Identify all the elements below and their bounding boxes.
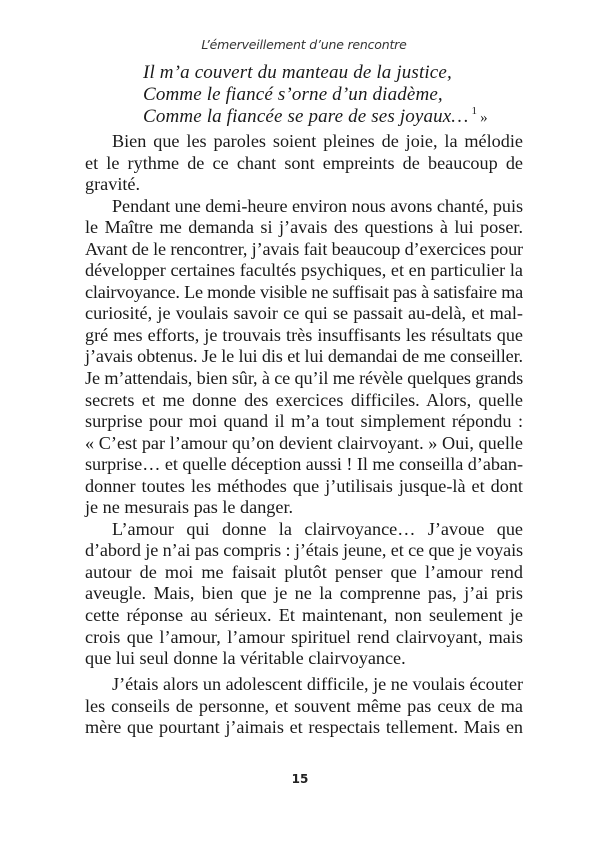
verse-line: Comme le fiancé s’orne d’un diadème, [143, 84, 443, 105]
text-line: « C’est par l’amour qu’on devient clairvoyant. » Oui, quelle [85, 432, 523, 453]
text-line: surprise… et quelle déception aussi ! Il me conseilla d’aban- [85, 454, 523, 475]
text-line: clairvoyance. Le monde visible ne suffisait pas à satisfaire ma [85, 281, 523, 302]
text-line: développer certaines facultés psychiques, et en particulier la [85, 260, 523, 281]
verse-line: Il m’a couvert du manteau de la justice, [143, 62, 452, 83]
text-line: J’étais alors un adolescent difficile, je ne voulais écouter [112, 674, 524, 694]
verse-quotation [143, 62, 488, 130]
text-line: le Maître me demanda si j’avais des questions à lui poser. [85, 217, 523, 238]
running-head: L’émerveillement d’une rencontre [201, 37, 407, 52]
verse-line-text: Comme la fiancée se pare de ses joyaux… [143, 106, 469, 127]
footnote-reference[interactable]: 1 [471, 105, 478, 117]
text-line: L’amour qui donne la clairvoyance… J’avoue que [112, 518, 523, 539]
text-line: les conseils de personne, et souvent même pas ceux de ma [85, 695, 523, 716]
text-line: gravité. [85, 174, 141, 195]
text-line: gré mes efforts, je trouvais très insuffisants les résultats que [85, 324, 523, 345]
closing-quote-mark: » [480, 110, 488, 126]
paragraph [85, 131, 523, 196]
text-line: donner toutes les méthodes que j’utilisais jusque-là et dont [85, 475, 523, 496]
text-line: mère que pourtant j’aimais et respectais tellement. Mais en [85, 717, 523, 738]
paragraph [85, 196, 523, 519]
page-number: 15 [291, 772, 309, 786]
text-line: que lui seul donne la véritable clairvoyance. [85, 648, 406, 669]
text-line: Bien que les paroles soient pleines de joie, la mélodie [112, 131, 523, 151]
verse-line-last [143, 106, 488, 130]
paragraph [85, 674, 523, 739]
text-line: crois que l’amour, l’amour spirituel rend clairvoyant, mais [85, 626, 523, 647]
text-line: et le rythme de ce chant sont empreints de beaucoup de [85, 152, 523, 173]
text-line: Avant de le rencontrer, j’avais fait beaucoup d’exercices pour [85, 238, 523, 259]
text-line: j’avais obtenus. Je le lui dis et lui demandai de me conseiller. [85, 346, 523, 367]
body-text-main [85, 131, 523, 670]
text-line: Je m’attendais, bien sûr, à ce qu’il me révèle quelques grands [85, 368, 524, 389]
paragraph [85, 519, 523, 670]
text-line: d’abord je n’ai pas compris : j’étais jeune, et ce que je voyais [85, 540, 524, 561]
text-line: Pendant une demi-heure environ nous avons chanté, puis [112, 195, 523, 216]
text-line: curiosité, je voulais savoir ce qui se passait au-delà, et mal- [85, 303, 523, 324]
text-line: surprise pour moi quand il m’a tout simplement répondu : [85, 411, 523, 432]
text-line: aveugle. Mais, bien que je ne la comprenne pas, j’ai pris [85, 583, 523, 604]
text-line: autour de moi me faisait plutôt penser que l’amour rend [85, 561, 523, 582]
text-line: cette réponse au sérieux. Et maintenant, non seulement je [85, 605, 523, 626]
body-text-section-2 [85, 674, 523, 739]
text-line: je ne mesurais pas le danger. [85, 497, 294, 518]
text-line: secrets et me donne des exercices difficiles. Alors, quelle [85, 389, 523, 410]
